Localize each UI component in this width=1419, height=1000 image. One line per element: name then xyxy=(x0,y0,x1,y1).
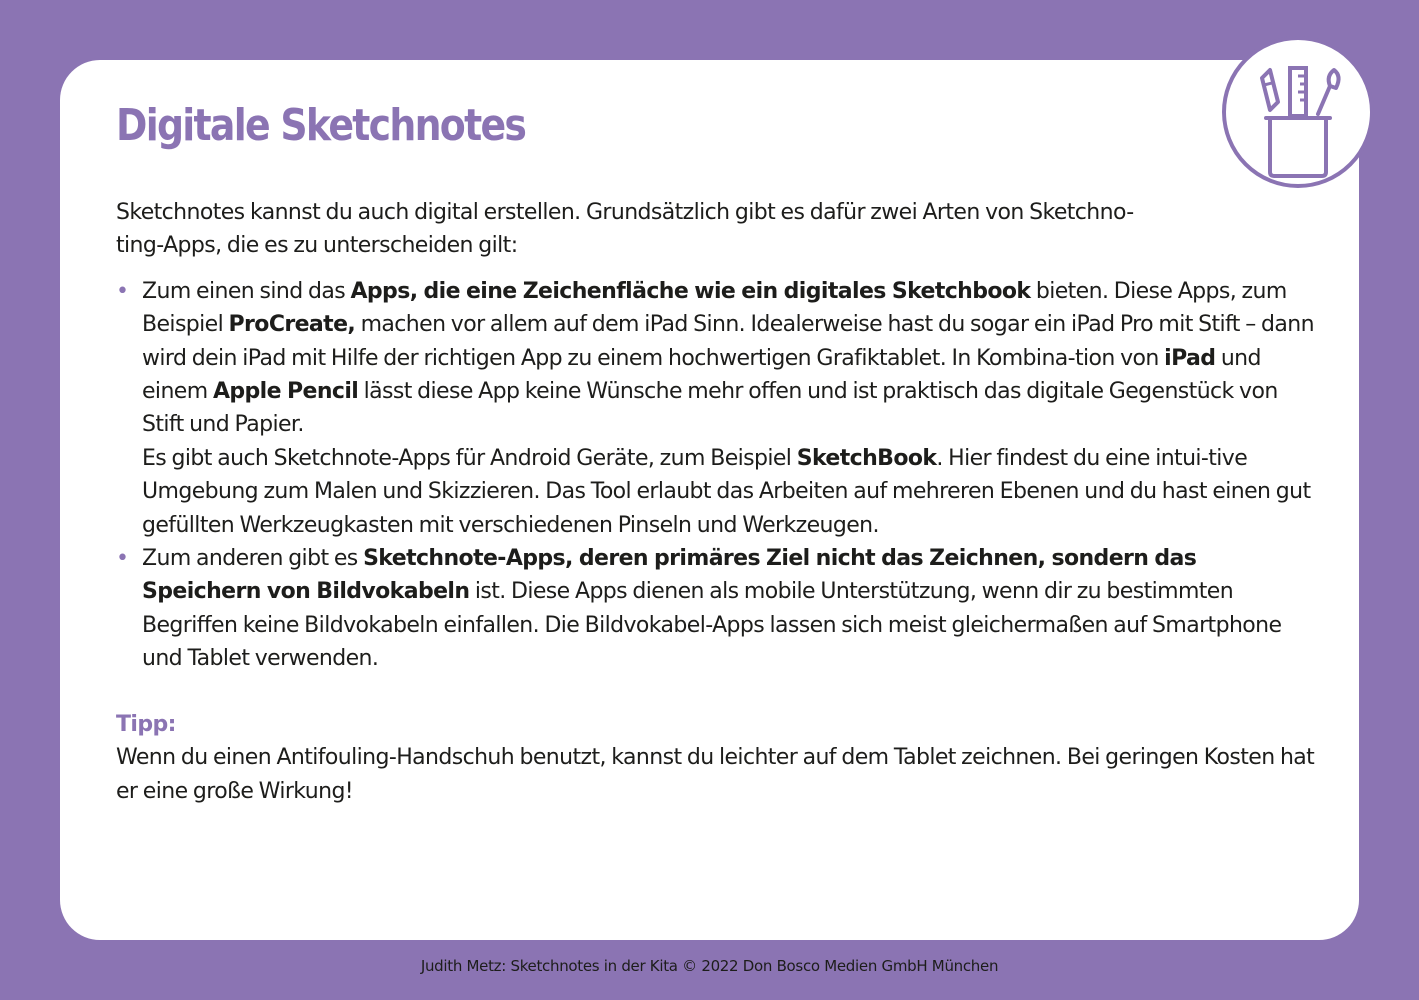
pencil-cup-icon xyxy=(1222,36,1374,188)
text-span: bieten. Diese Apps, zum Beispiel xyxy=(142,278,1287,338)
text-span: machen vor allem auf dem iPad Sinn. Idealerweise hast du sogar ein iPad Pro mit Stift – dann wird dein iPad mit Hilfe der richtigen App zu einem hochwertigen Grafiktablet. In Kombina-tion von xyxy=(142,312,1314,371)
text-span: Zum einen sind das xyxy=(142,278,351,304)
text-span: Zum anderen gibt es xyxy=(142,546,364,572)
list-item xyxy=(116,275,1316,542)
intro-paragraph xyxy=(116,196,1316,263)
bullet-list xyxy=(116,275,1316,676)
page-title: Digitale Sketchnotes xyxy=(116,100,526,151)
bold-span: Sketchnote-Apps, deren primäres Ziel nicht das Zeichnen, sondern das Speichern von Bildvokabeln xyxy=(142,546,1197,605)
bold-span: SketchBook xyxy=(796,445,937,471)
bullet1-paragraph-2 xyxy=(142,442,1316,542)
bullet-marker: • xyxy=(116,546,129,572)
bullet-marker: • xyxy=(116,278,129,304)
text-span: lässt diese App keine Wünsche mehr offen und ist praktisch das digitale Gegenstück von Stift und Papier. xyxy=(142,379,1278,438)
tip-text: Wenn du einen Antifouling-Handschuh benutzt, kannst du leichter auf dem Tablet zeichnen. Bei geringen Kosten hat er eine große Wirkung! xyxy=(116,745,1315,804)
bold-span: Apps, die eine Zeichenfläche wie ein digitales Sketchbook xyxy=(350,278,1031,304)
intro-line-2: ting-Apps, die es zu unterscheiden gilt: xyxy=(116,233,518,259)
bold-span: ProCreate, xyxy=(228,312,356,338)
footer-copyright: Judith Metz: Sketchnotes in der Kita © 2022 Don Bosco Medien GmbH München xyxy=(420,957,999,975)
text-span: ist. Diese Apps dienen als mobile Unterstützung, wenn dir zu bestimmten Begriffen keine Bildvokabeln einfallen. Die Bildvokabel-Apps lassen sich meist gleichermaßen auf Smartphone und Tablet verwenden. xyxy=(142,579,1282,672)
bullet1-paragraph-1 xyxy=(142,275,1316,442)
tip-label: Tipp: xyxy=(116,711,176,737)
text-span: Es gibt auch Sketchnote-Apps für Android Geräte, zum Beispiel xyxy=(142,445,797,471)
bullet2-paragraph xyxy=(142,542,1316,676)
text-span: und einem xyxy=(142,345,1261,405)
bold-span: iPad xyxy=(1164,345,1216,371)
list-item xyxy=(116,542,1316,676)
intro-line-1: Sketchnotes kannst du auch digital erstellen. Grundsätzlich gibt es dafür zwei Arten von Sketchno- xyxy=(116,200,1134,225)
main-content xyxy=(116,196,1316,808)
bold-span: Apple Pencil xyxy=(212,379,359,405)
text-span: . Hier findest du eine intui-tive Umgebung zum Malen und Skizzieren. Das Tool erlaubt das Arbeiten auf mehreren Ebenen und du hast einen gut gefüllten Werkzeugkasten mit verschiedenen Pinseln und Werkzeugen. xyxy=(142,445,1311,538)
